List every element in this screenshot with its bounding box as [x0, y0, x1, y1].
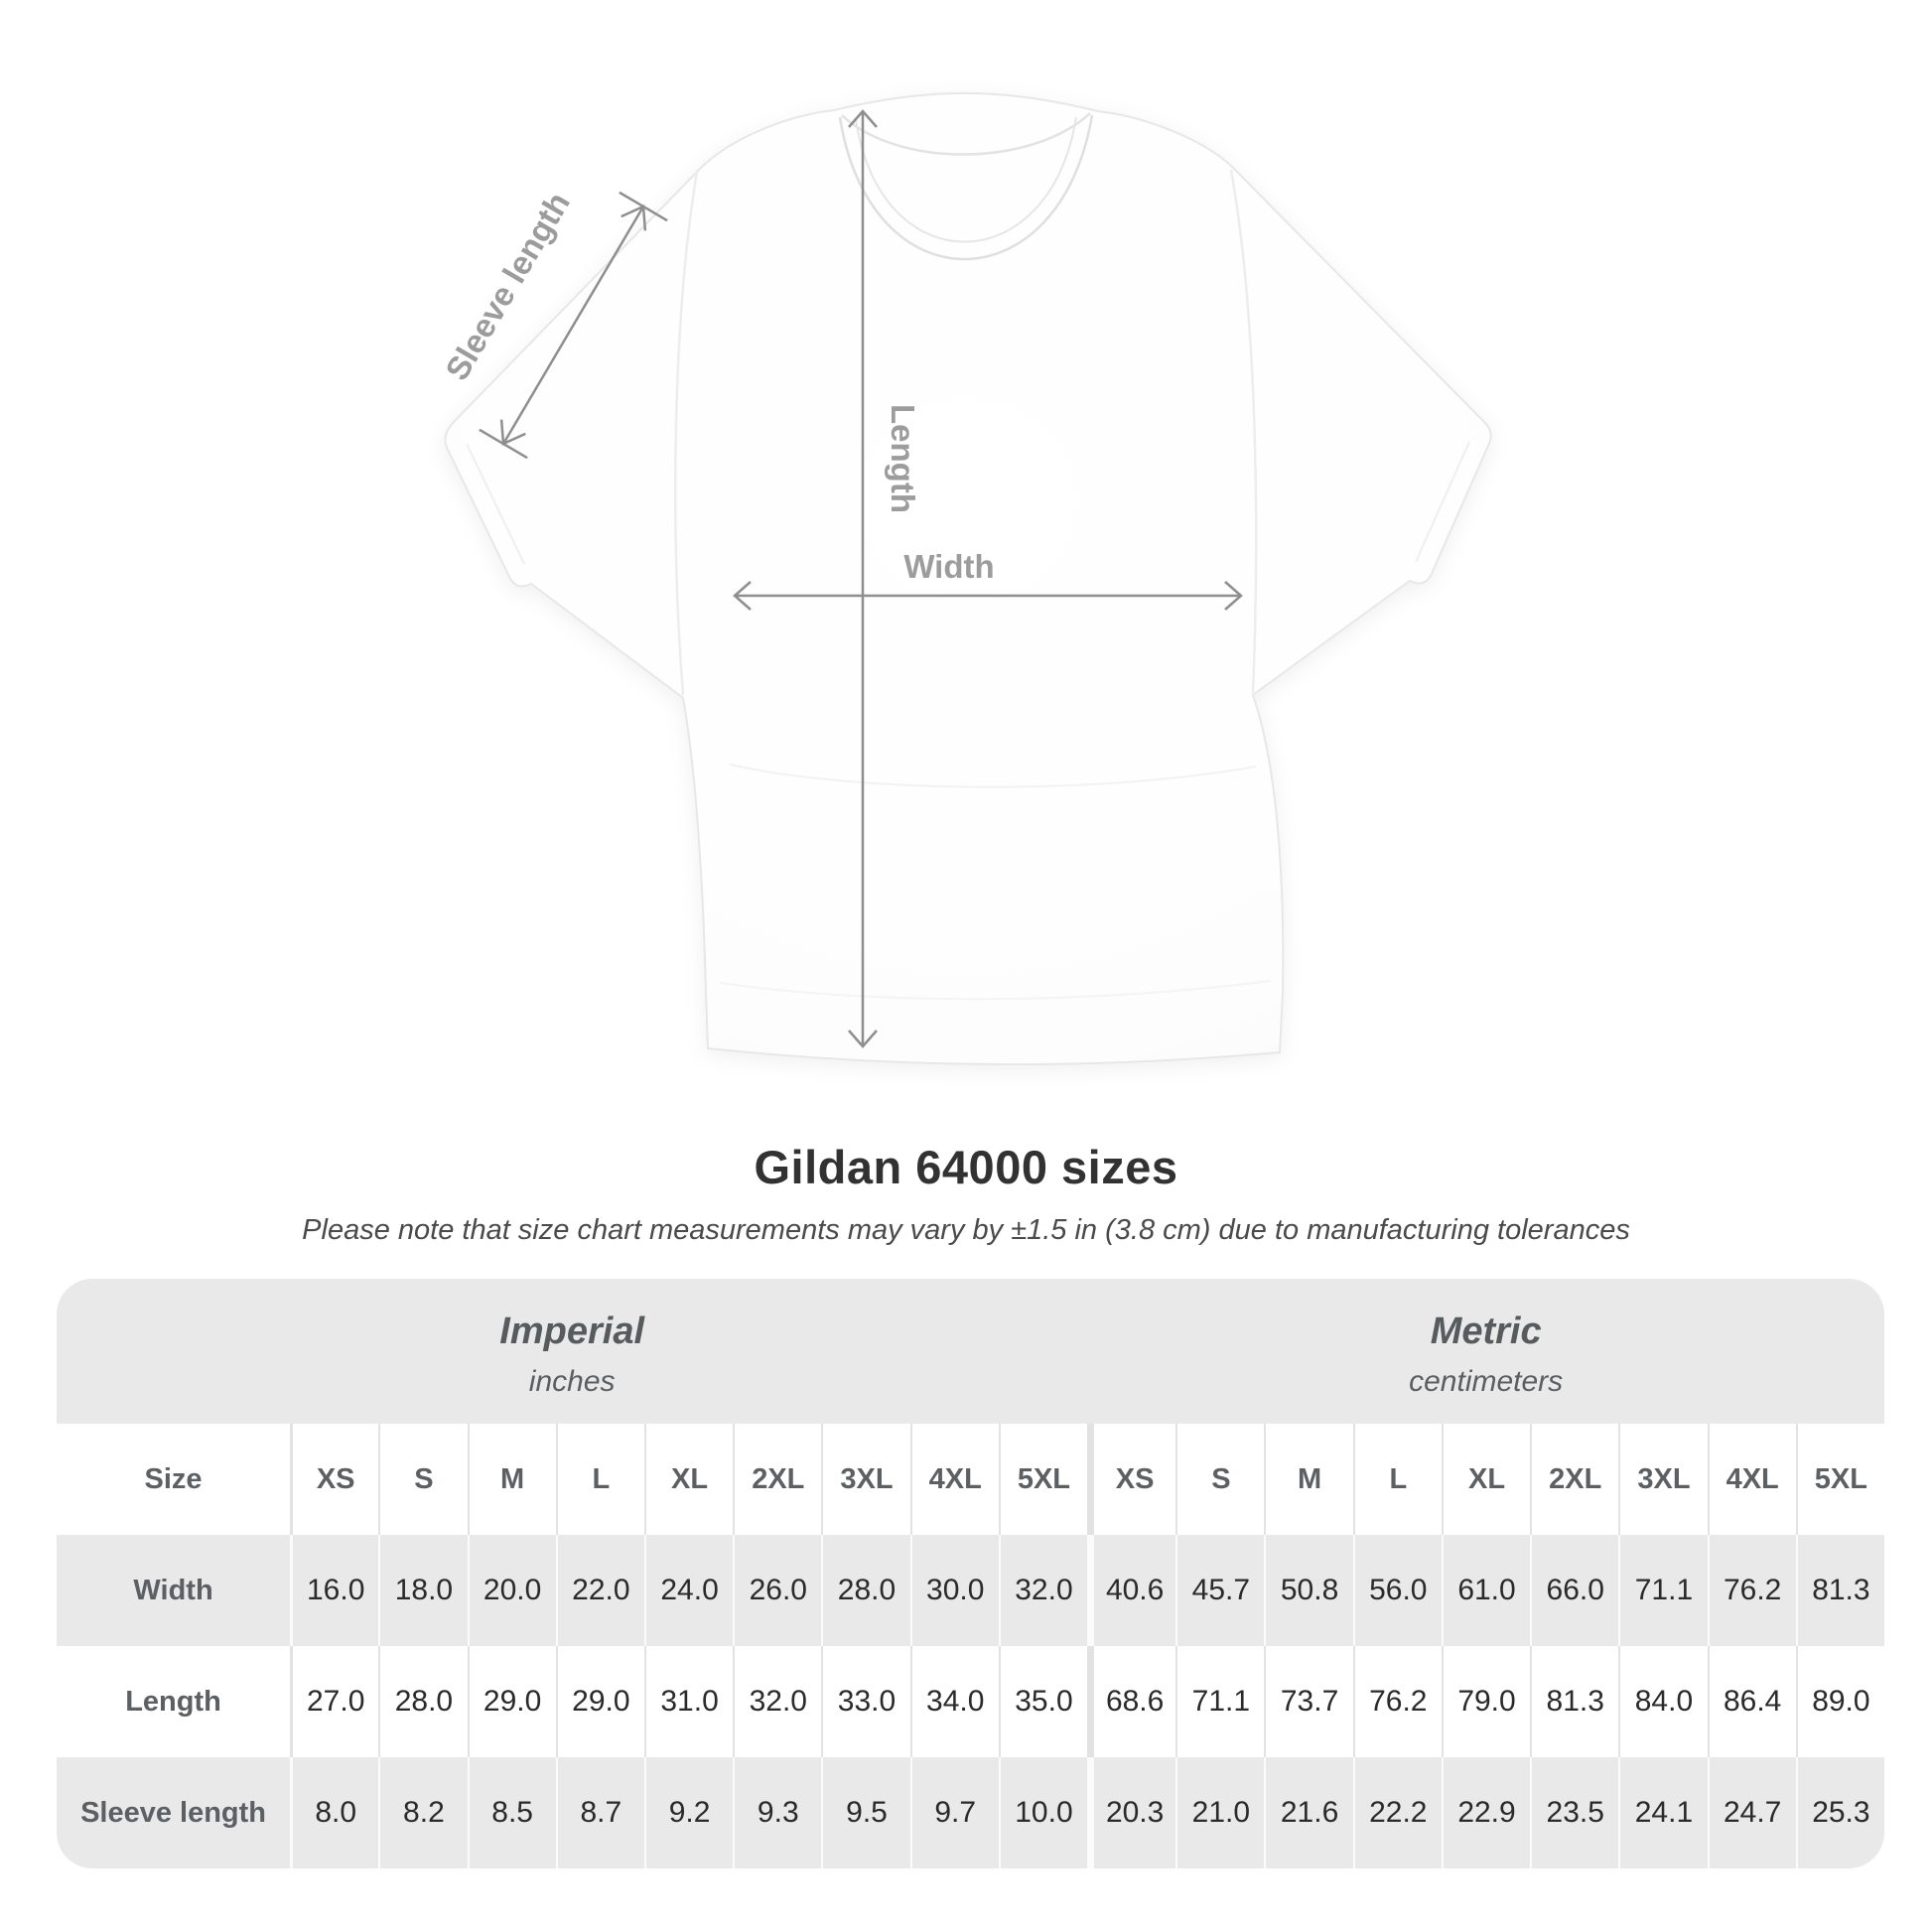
- col-header-imperial-l: L: [556, 1424, 644, 1535]
- table-cell: 86.4: [1708, 1646, 1796, 1757]
- table-cell: 18.0: [378, 1535, 467, 1646]
- col-header-imperial-3xl: 3XL: [821, 1424, 909, 1535]
- metric-group-header: [1087, 1279, 1884, 1424]
- col-header-metric-s: S: [1175, 1424, 1264, 1535]
- table-cell: 31.0: [644, 1646, 733, 1757]
- table-cell: 45.7: [1175, 1535, 1264, 1646]
- table-cell: 71.1: [1175, 1646, 1264, 1757]
- table-cell: 8.0: [290, 1757, 378, 1868]
- table-cell: 26.0: [733, 1535, 821, 1646]
- table-cell: 25.3: [1796, 1757, 1884, 1868]
- tolerance-note: Please note that size chart measurements may vary by ±1.5 in (3.8 cm) due to manufacturing tolerances: [302, 1214, 1630, 1246]
- col-header-metric-xl: XL: [1442, 1424, 1530, 1535]
- row-label-sleeve-length: Sleeve length: [80, 1796, 267, 1829]
- table-cell: 33.0: [821, 1646, 909, 1757]
- size-column-header: Size: [144, 1462, 203, 1495]
- table-cell: 66.0: [1530, 1535, 1618, 1646]
- table-cell: 29.0: [468, 1646, 556, 1757]
- table-cell: 24.0: [644, 1535, 733, 1646]
- table-cell: 84.0: [1618, 1646, 1707, 1757]
- col-header-metric-3xl: 3XL: [1618, 1424, 1707, 1535]
- row-label-length: Length: [125, 1685, 221, 1718]
- table-cell: 8.7: [556, 1757, 644, 1868]
- table-cell: 32.0: [999, 1535, 1087, 1646]
- imperial-group-unit: inches: [528, 1364, 616, 1398]
- table-cell: 21.0: [1175, 1757, 1264, 1868]
- col-header-imperial-xl: XL: [644, 1424, 733, 1535]
- imperial-group-header: [57, 1279, 1087, 1424]
- col-header-metric-5xl: 5XL: [1796, 1424, 1884, 1535]
- title-block: [0, 1140, 1932, 1247]
- table-cell: 71.1: [1618, 1535, 1707, 1646]
- table-cell: 61.0: [1442, 1535, 1530, 1646]
- table-cell: 28.0: [821, 1535, 909, 1646]
- metric-group-unit: centimeters: [1409, 1364, 1564, 1398]
- table-cell: 28.0: [378, 1646, 467, 1757]
- table-cell: 27.0: [290, 1646, 378, 1757]
- col-header-imperial-m: M: [468, 1424, 556, 1535]
- table-cell: 35.0: [999, 1646, 1087, 1757]
- table-cell: 24.7: [1708, 1757, 1796, 1868]
- width-label: Width: [903, 548, 995, 585]
- table-cell: 9.5: [821, 1757, 909, 1868]
- row-label-width: Width: [133, 1574, 213, 1606]
- table-cell: 32.0: [733, 1646, 821, 1757]
- table-cell: 76.2: [1708, 1535, 1796, 1646]
- table-row-width: [57, 1535, 1884, 1646]
- imperial-group-title: Imperial: [499, 1310, 645, 1352]
- table-cell: 81.3: [1796, 1535, 1884, 1646]
- table-row-length: [57, 1646, 1884, 1757]
- table-cell: 76.2: [1353, 1646, 1442, 1757]
- table-cell: 22.0: [556, 1535, 644, 1646]
- table-cell: 10.0: [999, 1757, 1087, 1868]
- table-cell: 79.0: [1442, 1646, 1530, 1757]
- col-header-imperial-4xl: 4XL: [910, 1424, 999, 1535]
- table-cell: 89.0: [1796, 1646, 1884, 1757]
- table-cell: 56.0: [1353, 1535, 1442, 1646]
- col-header-imperial-s: S: [378, 1424, 467, 1535]
- table-row-sleeve-length: [57, 1757, 1884, 1868]
- table-cell: 30.0: [910, 1535, 999, 1646]
- col-header-imperial-2xl: 2XL: [733, 1424, 821, 1535]
- page-title: Gildan 64000 sizes: [754, 1141, 1178, 1193]
- col-header-metric-m: M: [1264, 1424, 1352, 1535]
- table-cell: 22.2: [1353, 1757, 1442, 1868]
- table-cell: 50.8: [1264, 1535, 1352, 1646]
- table-cell: 20.0: [468, 1535, 556, 1646]
- unit-group-band: [57, 1279, 1884, 1424]
- table-cell: 73.7: [1264, 1646, 1352, 1757]
- table-header-row: [57, 1424, 1884, 1535]
- table-cell: 24.1: [1618, 1757, 1707, 1868]
- table-cell: 20.3: [1087, 1757, 1175, 1868]
- table-cell: 34.0: [910, 1646, 999, 1757]
- length-label: Length: [885, 404, 921, 513]
- col-header-metric-l: L: [1353, 1424, 1442, 1535]
- table-cell: 9.3: [733, 1757, 821, 1868]
- table-cell: 29.0: [556, 1646, 644, 1757]
- sleeve-length-label: Sleeve length: [438, 186, 578, 387]
- table-cell: 23.5: [1530, 1757, 1618, 1868]
- table-cell: 8.2: [378, 1757, 467, 1868]
- table-cell: 9.2: [644, 1757, 733, 1868]
- table-cell: 8.5: [468, 1757, 556, 1868]
- col-header-imperial-xs: XS: [290, 1424, 378, 1535]
- table-cell: 16.0: [290, 1535, 378, 1646]
- col-header-metric-2xl: 2XL: [1530, 1424, 1618, 1535]
- table-cell: 9.7: [910, 1757, 999, 1868]
- col-header-imperial-5xl: 5XL: [999, 1424, 1087, 1535]
- table-cell: 22.9: [1442, 1757, 1530, 1868]
- table-cell: 68.6: [1087, 1646, 1175, 1757]
- col-header-metric-4xl: 4XL: [1708, 1424, 1796, 1535]
- metric-group-title: Metric: [1430, 1310, 1542, 1352]
- size-table: [57, 1279, 1884, 1868]
- table-cell: 81.3: [1530, 1646, 1618, 1757]
- col-header-metric-xs: XS: [1087, 1424, 1175, 1535]
- table-cell: 40.6: [1087, 1535, 1175, 1646]
- table-cell: 21.6: [1264, 1757, 1352, 1868]
